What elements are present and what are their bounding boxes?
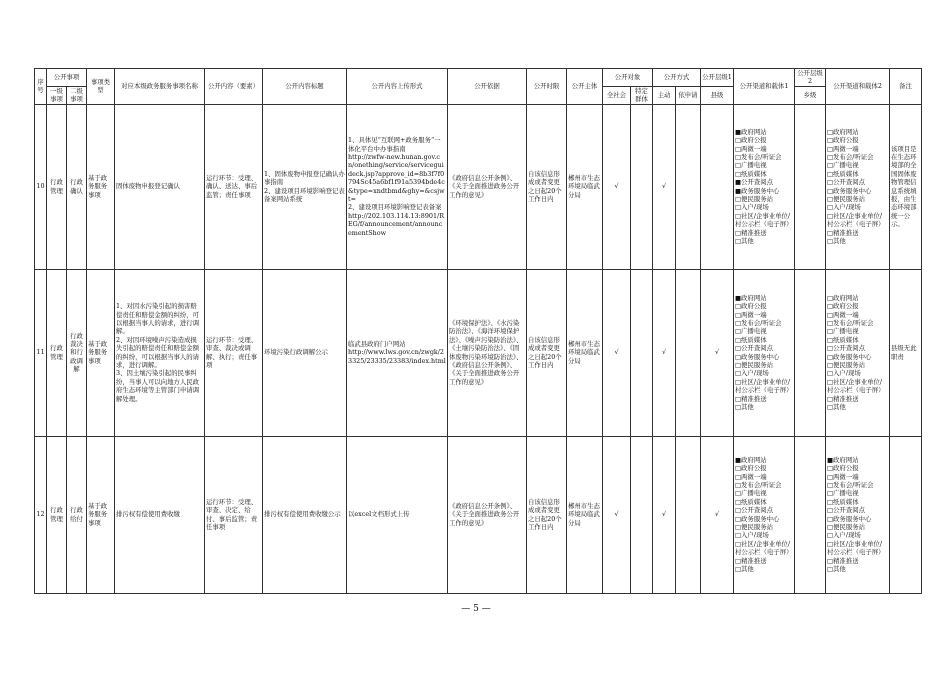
channel-option: □其他 (735, 403, 754, 412)
table-row (35, 436, 922, 593)
channel-option: □精准推送 (735, 228, 767, 237)
channel-option: □其他 (735, 565, 754, 574)
header-public-item: 公开事项 (47, 69, 87, 87)
header-content: 公开内容（要素） (205, 69, 263, 105)
header-tier1: 公开层级1 (701, 69, 734, 87)
channel-option: □其他 (827, 403, 846, 412)
row-subject: 郴州市生态环境局临武分局 (567, 269, 603, 436)
channel-option: □发布会/听证会 (827, 481, 874, 489)
row-content: 运行环节：受理、审查、裁决或调解、执行；责任事项 (205, 269, 263, 436)
channel-option: □纸质媒体 (735, 169, 767, 178)
row-method-active: √ (653, 104, 676, 269)
channel-option: □便民服务站 (827, 195, 865, 204)
header-object: 公开对象 (603, 69, 653, 87)
channel-option: □纸质媒体 (827, 169, 859, 178)
channel-option: □广播电视 (827, 161, 859, 170)
row-obj-all: √ (603, 269, 631, 436)
channel-option: □社区/企事业单位/村公示栏（电子屏） (827, 377, 885, 395)
row-remark (890, 436, 922, 593)
channel-option: □政府网站 (827, 293, 859, 302)
row-service-name: 排污权有偿使用费收缴 (115, 436, 205, 593)
row-service-name: 固体废物申报登记确认 (115, 104, 205, 269)
channel-option: □两微一端 (735, 310, 767, 319)
row-upload-form: 以excel文档形式上传 (347, 436, 448, 593)
row-content-title-line: 1、固体废物申报登记确认办事指南 (264, 169, 345, 187)
channel-option: □入户/现场 (735, 203, 769, 212)
row-obj-all: √ (603, 436, 631, 593)
row-upload-form-line: http://www.lws.gov.cn/zwgk/23325/23335/23383/index.html (348, 348, 446, 365)
row-channel1 (734, 436, 795, 593)
header-service-name: 对应本级政务服务事项名称 (115, 69, 205, 105)
channel-option: □广播电视 (735, 489, 767, 498)
channel-option: □公开查阅点 (827, 344, 865, 353)
channel-option: □公开查阅点 (827, 178, 865, 187)
row-service-name-line: 1、对因水污染引起的损害赔偿责任和赔偿金额的纠纷，可以根据当事人的请求，进行调解。 (116, 302, 200, 336)
row-seq: 11 (35, 269, 47, 436)
header-basis: 公开依据 (448, 69, 527, 105)
table-row (35, 269, 922, 436)
channel-option: □发布会/听证会 (827, 153, 874, 161)
row-tier2 (795, 269, 826, 436)
header-tier1-sub: 县级 (701, 86, 734, 104)
row-tier1: √ (701, 269, 734, 436)
channel-option: □政务服务中心 (735, 352, 780, 361)
header-subject: 公开主体 (567, 69, 603, 105)
row-obj-specific (631, 436, 653, 593)
channel-option: □纸质媒体 (735, 497, 767, 506)
header-method-apply: 依申请 (676, 86, 701, 104)
channel-option: □广播电视 (735, 161, 767, 170)
row-time-limit: 自该信息形成或者变更之日起20个工作日内 (527, 104, 567, 269)
row-level2: 行政裁决和行政调解 (67, 269, 87, 436)
row-seq: 10 (35, 104, 47, 269)
row-item-type: 基于政务服务事项 (87, 104, 115, 269)
channel-option: □政务服务中心 (735, 514, 780, 523)
header-method-active: 主动 (653, 86, 676, 104)
row-method-apply (676, 269, 701, 436)
channel-option: ■政府网站 (735, 127, 767, 136)
channel-option: □发布会/听证会 (735, 153, 782, 161)
header-seq: 序号 (35, 69, 47, 105)
row-upload-form-line: http://202.103.114.13:8901/REG/f/announcement/announcementShow (348, 211, 445, 237)
header-tier2: 公开层级2 (795, 69, 826, 87)
header-level2: 二级事项 (67, 86, 87, 104)
row-obj-specific (631, 104, 653, 269)
header-channel2: 公开渠道和载体2 (826, 69, 890, 105)
channel-option: □发布会/听证会 (827, 319, 874, 327)
channel-option: □社区/企事业单位/村公示栏（电子屏） (735, 211, 793, 229)
row-time-limit: 自该信息形成或者变更之日起20个工作日内 (527, 436, 567, 593)
row-seq: 12 (35, 436, 47, 593)
channel-option: ■政府网站 (735, 293, 767, 302)
channel-option: □社区/企事业单位/村公示栏（电子屏） (735, 539, 793, 557)
channel-option: □政务服务中心 (827, 352, 872, 361)
row-obj-all: √ (603, 104, 631, 269)
row-item-type: 基于政务服务事项 (87, 269, 115, 436)
header-tier2-sub: 乡级 (795, 86, 826, 104)
channel-option: □便民服务站 (735, 195, 773, 204)
channel-option: □入户/现场 (827, 531, 861, 540)
header-level1: 一级事项 (47, 86, 67, 104)
channel-option: □便民服务站 (827, 361, 865, 370)
channel-option: □两微一端 (827, 310, 859, 319)
channel-option: □两微一端 (827, 144, 859, 153)
header-method: 公开方式 (653, 69, 701, 87)
row-channel1 (734, 104, 795, 269)
row-content: 运行环节：受理、确认、送达、事后监管；责任事项 (205, 104, 263, 269)
channel-option: ■公开查阅点 (735, 178, 773, 187)
channel-option: □社区/企事业单位/村公示栏（电子屏） (735, 377, 793, 395)
channel-option: □便民服务站 (735, 523, 773, 532)
row-tier1 (701, 104, 734, 269)
channel-option: □社区/企事业单位/村公示栏（电子屏） (827, 211, 885, 229)
header-item-type: 事项类型 (87, 69, 115, 105)
channel-option: ■政府网站 (735, 455, 767, 464)
row-upload-form-line: 临武县政府门户网站 (348, 340, 406, 349)
row-tier2 (795, 104, 826, 269)
row-subject: 郴州市生态环境局临武分局 (567, 436, 603, 593)
row-basis: 《政府信息公开条例》、《关于全面推进政务公开工作的意见》 (448, 104, 527, 269)
row-content-title: 环境污染行政调解公示 (263, 269, 347, 436)
table-row (35, 104, 922, 269)
row-level1: 行政管理 (47, 269, 67, 436)
header-channel1: 公开渠道和载体1 (734, 69, 795, 105)
channel-option: □纸质媒体 (827, 335, 859, 344)
row-channel1 (734, 269, 795, 436)
row-level2: 行政给付 (67, 436, 87, 593)
channel-option: □广播电视 (827, 489, 859, 498)
channel-option: □发布会/听证会 (735, 319, 782, 327)
row-upload-form-line: http://zwfw-new.hunan.gov.cn/onething/service/serviceguideck.jsp?approve_id=8b3f7f0794Sc45a6bf1f91a5394bde4c&type=xndtbmd&ghy=&csjwt= (348, 153, 445, 204)
row-tier2 (795, 436, 826, 593)
row-remark: 县级无此职责 (890, 269, 922, 436)
channel-option: □精准推送 (827, 228, 859, 237)
channel-option: □广播电视 (827, 327, 859, 336)
row-method-active: √ (653, 436, 676, 593)
row-remark: 该项目是在生态环境部的全国固体废物管理信息系统填报，由生态环境部统一公示。 (890, 104, 922, 269)
channel-option: □政务服务中心 (827, 514, 872, 523)
page-number: — 5 — (461, 604, 491, 614)
row-subject: 郴州市生态环境局临武分局 (567, 104, 603, 269)
channel-option: □入户/现场 (735, 531, 769, 540)
channel-option: □其他 (827, 237, 846, 246)
channel-option: □精准推送 (735, 394, 767, 403)
disclosure-table-sheet (34, 68, 921, 594)
channel-option: □政府公报 (735, 302, 767, 311)
channel-option: □入户/现场 (827, 203, 861, 212)
channel-option: □政府公报 (735, 136, 767, 145)
row-service-name-line: 2、对因环境噪声污染造成损失引起的赔偿责任和赔偿金额的纠纷，可以根据当事人的请求，进行调解。 (116, 335, 200, 370)
channel-option: □公开查阅点 (735, 506, 773, 515)
channel-option: □政府公报 (827, 464, 859, 473)
row-method-apply (676, 104, 701, 269)
channel-option: □便民服务站 (735, 361, 773, 370)
channel-option: □公开查阅点 (735, 344, 773, 353)
row-method-apply (676, 436, 701, 593)
row-level1: 行政管理 (47, 104, 67, 269)
channel-option: □两微一端 (735, 144, 767, 153)
channel-option: ■政务服务中心 (735, 186, 780, 195)
table-body (35, 104, 922, 593)
disclosure-table (34, 68, 922, 594)
channel-option: □公开查阅点 (827, 506, 865, 515)
channel-option: □社区/企事业单位/村公示栏（电子屏） (827, 539, 885, 557)
channel-option: □政府公报 (735, 464, 767, 473)
channel-option: □政务服务中心 (827, 186, 872, 195)
channel-option: □两微一端 (827, 472, 859, 481)
row-upload-form-line: 1、具体见“互联网+政务服务”一体化平台中办事指南 (348, 136, 441, 153)
row-content: 运行环节：受理、审查、决定、给付、事后监管；责任事项 (205, 436, 263, 593)
channel-option: □精准推送 (827, 394, 859, 403)
channel-option: □入户/现场 (735, 369, 769, 378)
header-obj-specific: 特定群体 (631, 86, 653, 104)
row-content-title (263, 104, 347, 269)
channel-option: □发布会/听证会 (735, 481, 782, 489)
row-content-title: 排污权有偿使用费收缴公示 (263, 436, 347, 593)
channel-option: □政府网站 (827, 127, 859, 136)
channel-option: □便民服务站 (827, 523, 865, 532)
row-basis: 《环境保护法》、《水污染防治法》、《海洋环境保护法》、《噪声污染防治法》、《土壤污染防治法》、《固体废物污染环境防治法》、《政府信息公开条例》、《关于全面推进政务公开工作的意见》 (448, 269, 527, 436)
header-content-title: 公开内容标题 (263, 69, 347, 105)
channel-option: □其他 (735, 237, 754, 246)
row-upload-form (347, 269, 448, 436)
row-channel2 (826, 436, 890, 593)
row-channel2 (826, 104, 890, 269)
row-upload-form (347, 104, 448, 269)
channel-option: □精准推送 (735, 556, 767, 565)
row-service-name-line: 3、因土壤污染引起的民事纠纷，当事人可以向地方人民政府生态环境等主管部门申请调解处理。 (116, 369, 200, 403)
channel-option: □两微一端 (735, 472, 767, 481)
row-service-name (115, 269, 205, 436)
channel-option: □精准推送 (827, 556, 859, 565)
channel-option: □入户/现场 (827, 369, 861, 378)
row-item-type: 基于政务服务事项 (87, 436, 115, 593)
header-remark: 备注 (890, 69, 922, 105)
channel-option: □纸质媒体 (827, 497, 859, 506)
row-level1: 行政管理 (47, 436, 67, 593)
header-time-limit: 公开时限 (527, 69, 567, 105)
row-tier1: √ (701, 436, 734, 593)
channel-option: □政府公报 (827, 136, 859, 145)
row-method-active: √ (653, 269, 676, 436)
row-obj-specific (631, 269, 653, 436)
row-basis: 《政府信息公开条例》、《关于全面推进政务公开工作的意见》 (448, 436, 527, 593)
channel-option: □广播电视 (735, 327, 767, 336)
row-channel2 (826, 269, 890, 436)
row-content-title-line: 2、建设项目环境影响登记表备案网站系统 (264, 186, 345, 204)
row-time-limit: 自该信息形成或者变更之日起20个工作日内 (527, 269, 567, 436)
row-level2: 行政确认 (67, 104, 87, 269)
header-obj-all: 全社会 (603, 86, 631, 104)
channel-option: □纸质媒体 (735, 335, 767, 344)
channel-option: □其他 (827, 565, 846, 574)
header-upload-form: 公开内容上传形式 (347, 69, 448, 105)
channel-option: ■政府网站 (827, 455, 859, 464)
row-upload-form-line: 2、建设项目环境影响登记表备案 (348, 203, 442, 212)
channel-option: □政府公报 (827, 302, 859, 311)
